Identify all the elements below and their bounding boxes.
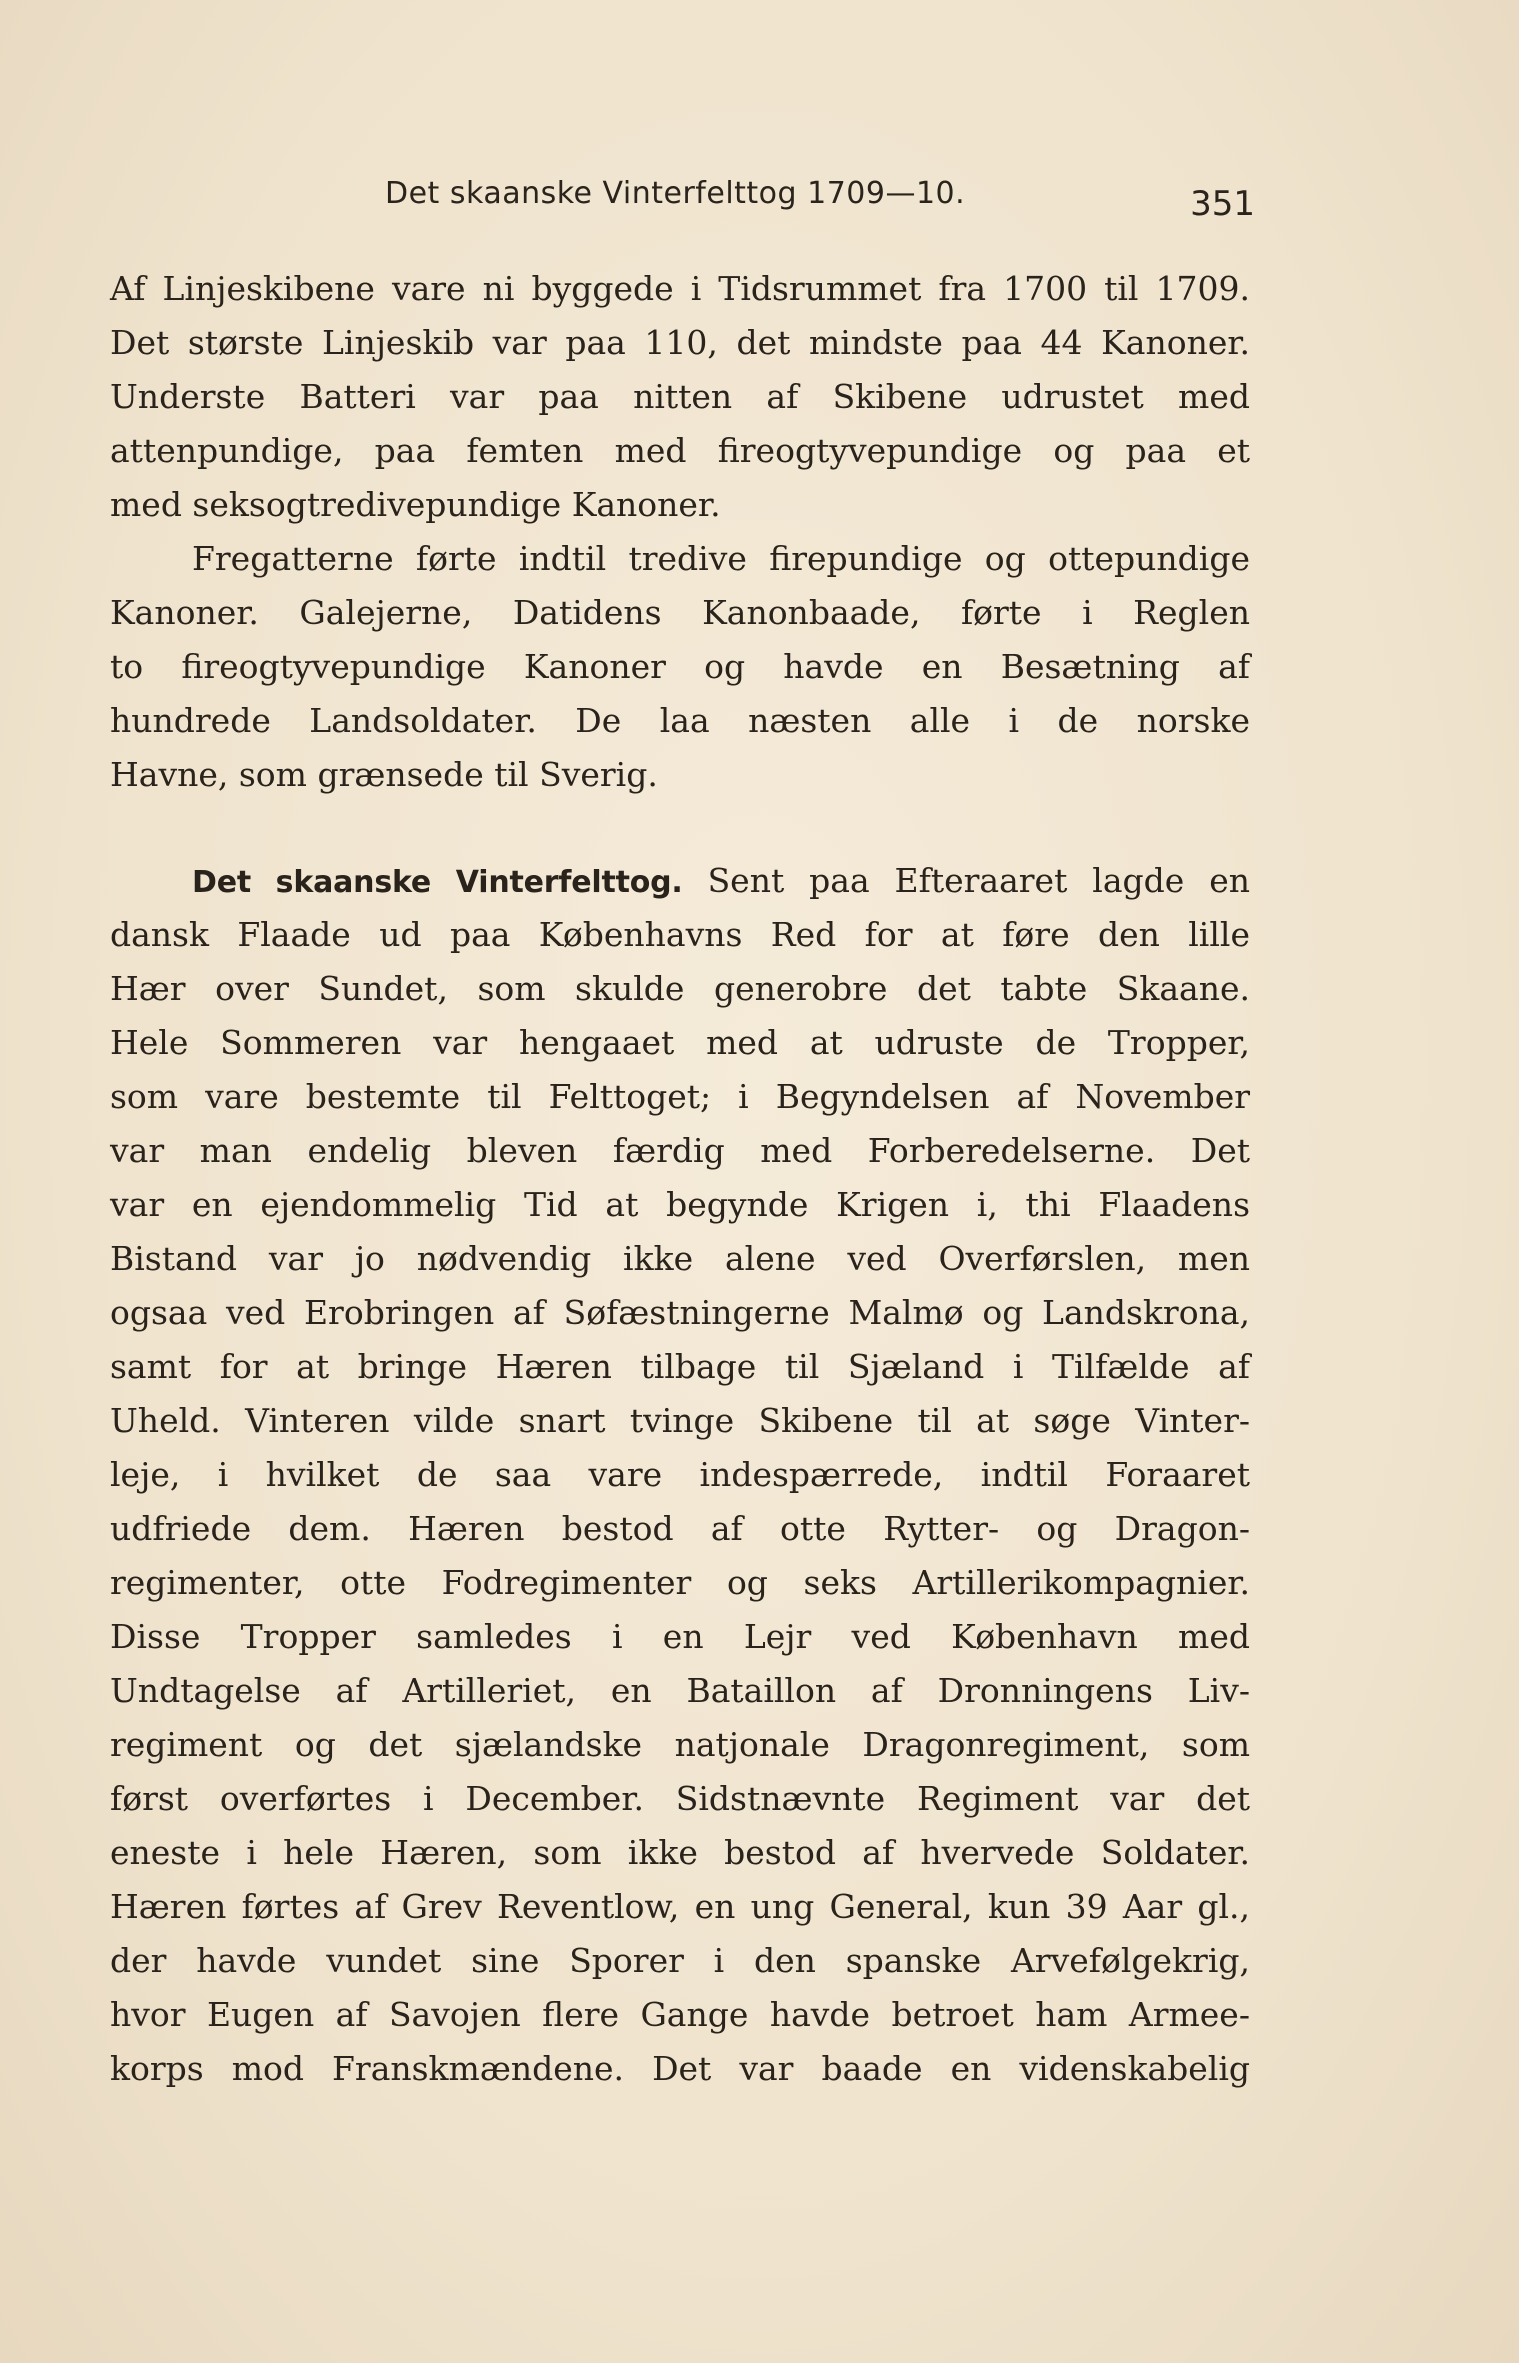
text-line: samt for at bringe Hæren tilbage til Sjæland i Tilfælde af [110, 1347, 1250, 1386]
text-line: med seksogtredivepundige Kanoner. [110, 485, 721, 524]
text-line: Havne, som grænsede til Sverig. [110, 755, 658, 794]
section-first-line-text: Sent paa Efteraaret lagde en [707, 861, 1250, 900]
text-line: eneste i hele Hæren, som ikke bestod af hvervede Soldater. [110, 1833, 1250, 1872]
text-line: Kanoner. Galejerne, Datidens Kanonbaade, førte i Reglen [110, 593, 1250, 632]
text-line: som vare bestemte til Felttoget; i Begyndelsen af November [110, 1077, 1250, 1116]
text-line: Disse Tropper samledes i en Lejr ved København med [110, 1617, 1250, 1656]
text-line: Hæren førtes af Grev Reventlow, en ung General, kun 39 Aar gl., [110, 1887, 1250, 1926]
text-line: ogsaa ved Erobringen af Søfæstningerne Malmø og Landskrona, [110, 1293, 1250, 1332]
running-title: Det skaanske Vinterfelttog 1709—10. [385, 176, 966, 211]
running-head [385, 170, 1255, 230]
text-line: hundrede Landsoldater. De laa næsten alle i de norske [110, 701, 1250, 740]
text-line: korps mod Franskmændene. Det var baade en videnskabelig [110, 2049, 1250, 2088]
text-line: Hele Sommeren var hengaaet med at udruste de Tropper, [110, 1023, 1250, 1062]
section-heading: Det skaanske Vinterfelttog. [192, 865, 683, 900]
paragraph-linjeskibe [110, 262, 1250, 532]
text-line: hvor Eugen af Savojen flere Gange havde betroet ham Armee- [110, 1995, 1250, 2034]
text-line: attenpundige, paa femten med fireogtyvepundige og paa et [110, 431, 1250, 470]
section-gap [110, 802, 1250, 854]
text-line: Hær over Sundet, som skulde generobre det tabte Skaane. [110, 969, 1250, 1008]
text-line: to fireogtyvepundige Kanoner og havde en Besætning af [110, 647, 1250, 686]
body-text [110, 262, 1250, 2096]
text-line: var man endelig bleven færdig med Forberedelserne. Det [110, 1131, 1250, 1170]
text-line: Uheld. Vinteren vilde snart tvinge Skibene til at søge Vinter- [110, 1401, 1250, 1440]
paragraph-fregatter [110, 532, 1250, 802]
text-line: Undtagelse af Artilleriet, en Bataillon af Dronningens Liv- [110, 1671, 1250, 1710]
text-line: leje, i hvilket de saa vare indespærrede, indtil Foraaret [110, 1455, 1250, 1494]
text-line: Af Linjeskibene vare ni byggede i Tidsrummet fra 1700 til 1709. [110, 269, 1250, 308]
section-vinterfelttog [110, 854, 1250, 2096]
text-line: udfriede dem. Hæren bestod af otte Rytter- og Dragon- [110, 1509, 1250, 1548]
text-line: der havde vundet sine Sporer i den spanske Arvefølgekrig, [110, 1941, 1250, 1980]
page-number: 351 [1190, 184, 1255, 224]
text-line: regimenter, otte Fodregimenter og seks Artillerikompagnier. [110, 1563, 1250, 1602]
text-line: regiment og det sjælandske natjonale Dragonregiment, som [110, 1725, 1250, 1764]
text-line: Det største Linjeskib var paa 110, det mindste paa 44 Kanoner. [110, 323, 1250, 362]
text-line: dansk Flaade ud paa Københavns Red for at føre den lille [110, 915, 1250, 954]
text-line: Underste Batteri var paa nitten af Skibene udrustet med [110, 377, 1250, 416]
text-line: var en ejendommelig Tid at begynde Krigen i, thi Flaadens [110, 1185, 1250, 1224]
text-line: Fregatterne førte indtil tredive firepundige og ottepundige [192, 539, 1250, 578]
text-line: Bistand var jo nødvendig ikke alene ved Overførslen, men [110, 1239, 1250, 1278]
section-first-line [110, 854, 1250, 908]
text-line: først overførtes i December. Sidstnævnte Regiment var det [110, 1779, 1250, 1818]
